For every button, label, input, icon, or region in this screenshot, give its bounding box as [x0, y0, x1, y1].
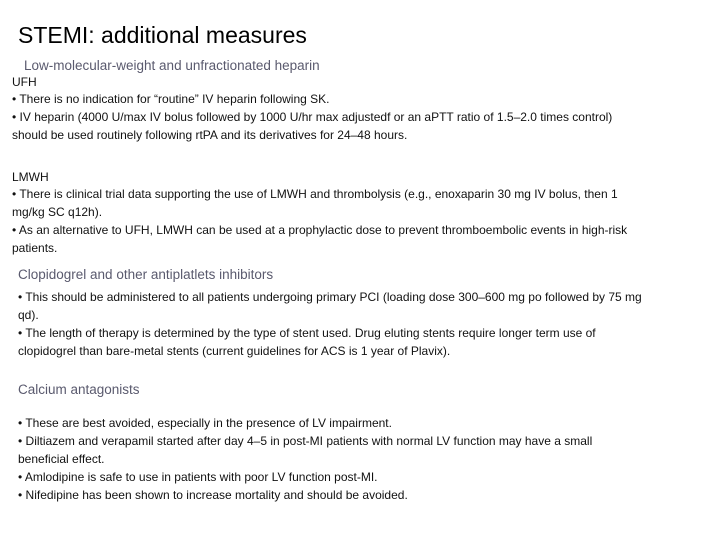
lmwh-text [12, 185, 627, 257]
ufh-line: • IV heparin (4000 U/max IV bolus followed by 1000 U/hr max adjustedf or an aPTT ratio of 1.5–2.0 times control) [12, 110, 613, 124]
clopidogrel-line: clopidogrel than bare-metal stents (current guidelines for ACS is 1 year of Plavix). [18, 344, 451, 358]
calcium-line: • These are best avoided, especially in the presence of LV impairment. [18, 416, 392, 430]
ufh-text [12, 90, 612, 144]
calcium-line: • Amlodipine is safe to use in patients with poor LV function post-MI. [18, 470, 378, 484]
heparin-heading: Low-molecular-weight and unfractionated heparin [24, 58, 320, 73]
calcium-line: • Nifedipine has been shown to increase mortality and should be avoided. [18, 488, 408, 502]
clopidogrel-text [18, 288, 642, 360]
clopidogrel-line: • This should be administered to all patients undergoing primary PCI (loading dose 300–600 mg po followed by 75 mg [18, 290, 642, 304]
clopidogrel-line: • The length of therapy is determined by the type of stent used. Drug eluting stents require longer term use of [18, 326, 596, 340]
calcium-line: beneficial effect. [18, 452, 105, 466]
calcium-line: • Diltiazem and verapamil started after day 4–5 in post-MI patients with normal LV function may have a small [18, 434, 593, 448]
slide-title: STEMI: additional measures [18, 22, 307, 48]
lmwh-line: patients. [12, 241, 58, 255]
calcium-text [18, 414, 592, 504]
clopidogrel-heading: Clopidogrel and other antiplatlets inhibitors [18, 267, 274, 282]
lmwh-line: • As an alternative to UFH, LMWH can be used at a prophylactic dose to prevent thromboembolic events in high-risk [12, 223, 628, 237]
lmwh-line: mg/kg SC q12h). [12, 205, 103, 219]
lmwh-line: • There is clinical trial data supporting the use of LMWH and thrombolysis (e.g., enoxaparin 30 mg IV bolus, then 1 [12, 187, 618, 201]
ufh-line: • There is no indication for “routine” IV heparin following SK. [12, 92, 330, 106]
clopidogrel-line: qd). [18, 308, 39, 322]
ufh-line: should be used routinely following rtPA and its derivatives for 24–48 hours. [12, 128, 408, 142]
lmwh-label: LMWH [12, 170, 49, 184]
ufh-label: UFH [12, 75, 37, 89]
calcium-heading: Calcium antagonists [18, 382, 140, 397]
